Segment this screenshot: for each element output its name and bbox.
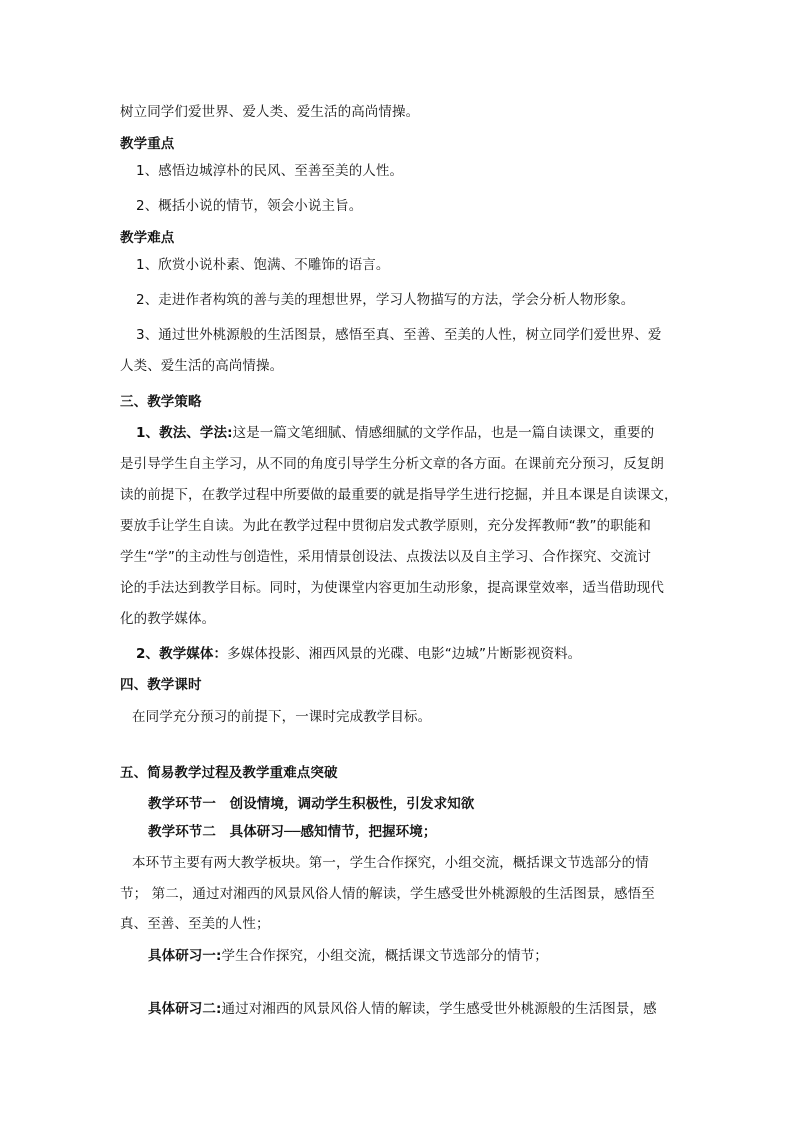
process-heading: 五、简易教学过程及教学重难点突破 — [120, 765, 338, 781]
strategy-para-2-text: 多媒体投影、湘西风景的光碟、电影“边城”片断影视资料。 — [227, 646, 582, 662]
focus-heading: 教学重点 — [120, 136, 175, 152]
strategy-label-methods: 1、教法、学法: — [136, 425, 233, 441]
strategy-para-2 — [136, 644, 581, 664]
difficulty-heading: 教学难点 — [120, 230, 175, 246]
strategy-label-media: 2、教学媒体： — [136, 646, 228, 662]
study-1 — [148, 946, 548, 966]
study-1-label: 具体研习一: — [148, 948, 222, 964]
strategy-heading: 三、教学策略 — [120, 394, 202, 410]
hours-text: 在同学充分预习的前提下，一课时完成教学目标。 — [132, 709, 432, 725]
difficulty-item-2: 2、走进作者构筑的善与美的理想世界，学习人物描写的方法，学会分析人物形象。 — [136, 292, 635, 308]
difficulty-item-3-line-2: 人类、爱生活的高尚情操。 — [120, 358, 284, 374]
strategy-para-1-line-2: 是引导学生自主学习，从不同的角度引导学生分析文章的各方面。在课前充分预习，反复朗 — [120, 456, 664, 472]
difficulty-item-3-line-1: 3、通过世外桃源般的生活图景，感悟至真、至善、至美的人性，树立同学们爱世界、爱 — [136, 327, 662, 343]
intro-line: 树立同学们爱世界、爱人类、爱生活的高尚情操。 — [120, 104, 420, 120]
study-2 — [148, 999, 657, 1019]
study-2-text: 通过对湘西的风景风俗人情的解读，学生感受世外桃源般的生活图景，感 — [221, 1001, 657, 1017]
process-step-2: 教学环节二 具体研习──感知情节，把握环境； — [148, 824, 437, 840]
strategy-para-1-text: 这是一篇文笔细腻、情感细腻的文学作品，也是一篇自读课文，重要的 — [232, 425, 655, 441]
strategy-para-1-line-1 — [136, 423, 654, 443]
strategy-para-1-line-6: 论的手法达到教学目标。同时，为使课堂内容更加生动形象，提高课堂效率，适当借助现代 — [120, 580, 664, 596]
difficulty-item-1: 1、欣赏小说朴素、饱满、不雕饰的语言。 — [136, 257, 390, 273]
process-para-line-3: 真、至善、至美的人性； — [120, 916, 270, 932]
study-2-label: 具体研习二: — [148, 1001, 222, 1017]
process-para-line-1: 本环节主要有两大教学板块。第一，学生合作探究，小组交流，概括课文节选部分的情 — [132, 855, 649, 871]
process-para-line-2: 节； 第二，通过对湘西的风景风俗人情的解读，学生感受世外桃源般的生活图景，感悟至 — [120, 886, 655, 902]
focus-item-1: 1、感悟边城淳朴的民风、至善至美的人性。 — [136, 163, 404, 179]
strategy-para-1-line-5: 学生“学”的主动性与创造性，采用情景创设法、点拨法以及自主学习、合作探究、交流讨 — [120, 549, 651, 565]
study-1-text: 学生合作探究，小组交流，概括课文节选部分的情节； — [221, 948, 548, 964]
strategy-para-1-line-3: 读的前提下，在教学过程中所要做的最重要的就是指导学生进行挖掘，并且本课是自读课文， — [120, 487, 678, 503]
process-step-1: 教学环节一 创设情境，调动学生积极性，引发求知欲 — [148, 796, 475, 812]
focus-item-2: 2、概括小说的情节，领会小说主旨。 — [136, 198, 363, 214]
strategy-para-1-line-7: 化的教学媒体。 — [120, 611, 216, 627]
strategy-para-1-line-4: 要放手让学生自读。为此在教学过程中贯彻启发式教学原则，充分发挥教师“教”的职能和 — [120, 518, 651, 534]
hours-heading: 四、教学课时 — [120, 677, 202, 693]
